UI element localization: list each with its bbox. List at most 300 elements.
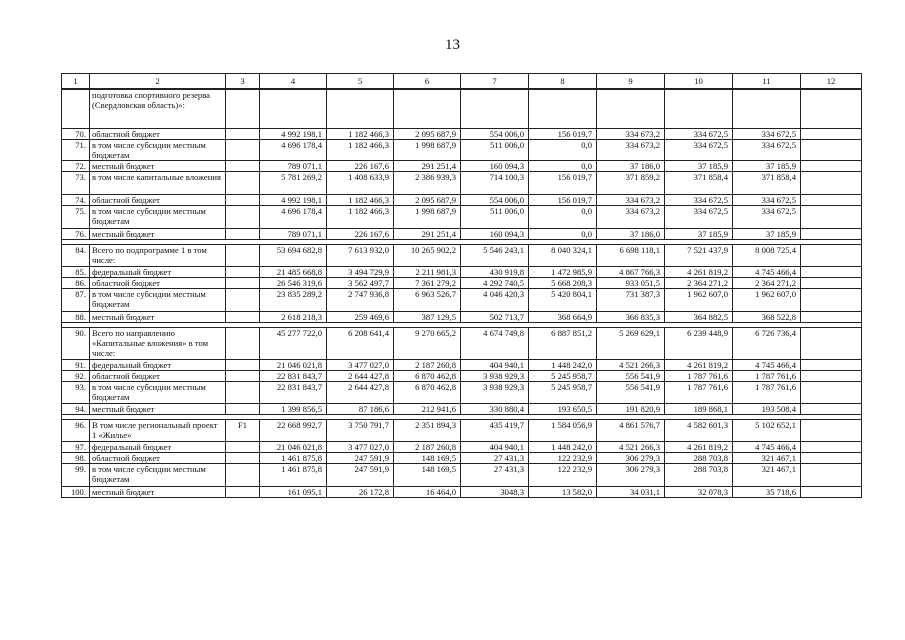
value-cell: 1 584 056,9: [529, 420, 597, 442]
value-cell: 554 006,0: [461, 129, 529, 140]
value-cell: 714 100,3: [461, 172, 529, 195]
value-cell: [597, 90, 665, 129]
value-cell: 87 186,6: [327, 404, 394, 415]
value-cell: 371 858,4: [665, 172, 733, 195]
column-header: 11: [733, 74, 801, 89]
value-cell: 334 672,5: [665, 140, 733, 161]
value-cell: 1 787 761,6: [733, 382, 801, 404]
value-cell: 1 182 466,3: [327, 206, 394, 229]
value-cell: 1 998 687,9: [394, 140, 461, 161]
table-row: [62, 464, 862, 487]
table-row: [62, 289, 862, 312]
value-cell: 321 467,1: [733, 464, 801, 487]
value-cell: 2 644 427,8: [327, 371, 394, 382]
value-cell: 1 461 875,8: [260, 464, 327, 487]
value-cell: 156 019,7: [529, 195, 597, 206]
header-row: [62, 74, 862, 89]
value-cell: 5 546 243,1: [461, 245, 529, 267]
value-cell: 2 644 427,8: [327, 382, 394, 404]
row-label: федеральный бюджет: [90, 267, 226, 278]
value-cell: 371 859,2: [597, 172, 665, 195]
row-label: областной бюджет: [90, 129, 226, 140]
column-header-table: [61, 73, 862, 89]
value-cell-empty: [801, 360, 862, 371]
value-cell: 404 940,1: [461, 360, 529, 371]
value-cell: 5 245 958,7: [529, 371, 597, 382]
value-cell: 32 078,3: [665, 487, 733, 498]
column-header: 3: [226, 74, 260, 89]
value-cell: 26 172,8: [327, 487, 394, 498]
table-row: [62, 161, 862, 172]
row-code: [226, 206, 260, 229]
value-cell: 371 858,4: [733, 172, 801, 195]
value-cell-empty: [801, 161, 862, 172]
value-cell: 430 919,8: [461, 267, 529, 278]
row-code: [226, 328, 260, 360]
table-row: [62, 487, 862, 498]
value-cell: 334 672,5: [733, 129, 801, 140]
row-label: областной бюджет: [90, 195, 226, 206]
value-cell: 37 185,9: [733, 229, 801, 240]
row-label: областной бюджет: [90, 278, 226, 289]
value-cell: 334 672,5: [733, 140, 801, 161]
value-cell: 21 485 668,8: [260, 267, 327, 278]
value-cell: 288 703,8: [665, 464, 733, 487]
value-cell: 2 364 271,2: [733, 278, 801, 289]
value-cell: 122 232,9: [529, 464, 597, 487]
value-cell: 189 868,1: [665, 404, 733, 415]
value-cell-empty: [801, 464, 862, 487]
value-cell: 4 674 749,8: [461, 328, 529, 360]
value-cell: 291 251,4: [394, 161, 461, 172]
table-row: [62, 129, 862, 140]
column-header: 2: [90, 74, 226, 89]
table-row: [62, 371, 862, 382]
value-cell: 4 861 576,7: [597, 420, 665, 442]
value-cell: 4 046 420,3: [461, 289, 529, 312]
value-cell: 789 071,1: [260, 229, 327, 240]
value-cell: 0,0: [529, 140, 597, 161]
value-cell: 160 094,3: [461, 229, 529, 240]
row-number: 96.: [62, 420, 90, 442]
row-code: [226, 360, 260, 371]
value-cell: [529, 90, 597, 129]
value-cell: 37 185,9: [665, 161, 733, 172]
value-cell-empty: [801, 140, 862, 161]
value-cell-empty: [801, 487, 862, 498]
value-cell: 368 522,8: [733, 312, 801, 323]
value-cell: 4 521 266,3: [597, 442, 665, 453]
table-row: [62, 328, 862, 360]
table-block: [61, 327, 862, 415]
value-cell: 27 431,3: [461, 464, 529, 487]
value-cell-empty: [801, 129, 862, 140]
value-cell: 306 279,3: [597, 453, 665, 464]
table-row: [62, 267, 862, 278]
value-cell: 148 169,5: [394, 453, 461, 464]
value-cell: 7 361 279,2: [394, 278, 461, 289]
value-cell: [394, 90, 461, 129]
row-label: подготовка спортивного резерва (Свердловская область)»:: [90, 90, 226, 129]
table-block: [61, 89, 862, 240]
value-cell: 2 747 936,8: [327, 289, 394, 312]
value-cell-empty: [801, 404, 862, 415]
value-cell: 21 046 021,8: [260, 360, 327, 371]
value-cell: 6 870 462,8: [394, 382, 461, 404]
value-cell: 3 494 729,9: [327, 267, 394, 278]
row-code: [226, 453, 260, 464]
value-cell: 4 867 766,3: [597, 267, 665, 278]
value-cell: 291 251,4: [394, 229, 461, 240]
row-label: в том числе субсидии местным бюджетам: [90, 206, 226, 229]
table-row: [62, 245, 862, 267]
column-header: 10: [665, 74, 733, 89]
value-cell-empty: [801, 229, 862, 240]
row-number: 98.: [62, 453, 90, 464]
value-cell: 364 882,5: [665, 312, 733, 323]
row-number: 94.: [62, 404, 90, 415]
row-number: 76.: [62, 229, 90, 240]
table-row: [62, 442, 862, 453]
value-cell: 4 261 819,2: [665, 267, 733, 278]
row-label: местный бюджет: [90, 404, 226, 415]
value-cell-empty: [801, 453, 862, 464]
value-cell: 148 169,5: [394, 464, 461, 487]
value-cell: 2 211 981,3: [394, 267, 461, 278]
value-cell: 1 962 607,0: [665, 289, 733, 312]
row-code: [226, 195, 260, 206]
table-row: [62, 172, 862, 195]
row-label: в том числе субсидии местным бюджетам: [90, 382, 226, 404]
row-number: 74.: [62, 195, 90, 206]
row-label: областной бюджет: [90, 453, 226, 464]
row-code: [226, 245, 260, 267]
table-row: [62, 90, 862, 129]
row-number: 70.: [62, 129, 90, 140]
column-header: 6: [394, 74, 461, 89]
row-code: [226, 278, 260, 289]
value-cell: 7 613 932,0: [327, 245, 394, 267]
row-number: 75.: [62, 206, 90, 229]
row-label: Всего по подпрограмме 1 в том числе:: [90, 245, 226, 267]
value-cell-empty: [801, 328, 862, 360]
row-number: 72.: [62, 161, 90, 172]
row-number: 73.: [62, 172, 90, 195]
value-cell: 334 672,5: [665, 195, 733, 206]
value-cell: 1 182 466,3: [327, 195, 394, 206]
value-cell-empty: [801, 371, 862, 382]
value-cell-empty: [801, 267, 862, 278]
value-cell: 22 831 843,7: [260, 382, 327, 404]
table-row: [62, 404, 862, 415]
value-cell: 502 713,7: [461, 312, 529, 323]
value-cell: 26 546 319,6: [260, 278, 327, 289]
value-cell: 3 750 791,7: [327, 420, 394, 442]
value-cell: 8 040 324,1: [529, 245, 597, 267]
value-cell: 37 186,0: [597, 161, 665, 172]
value-cell: [260, 90, 327, 129]
value-cell: 1 787 761,6: [665, 371, 733, 382]
value-cell: 3048,3: [461, 487, 529, 498]
row-code: [226, 487, 260, 498]
value-cell: 0,0: [529, 161, 597, 172]
value-cell: 1 472 985,9: [529, 267, 597, 278]
value-cell: 5 245 958,7: [529, 382, 597, 404]
value-cell: 8 008 725,4: [733, 245, 801, 267]
row-code: [226, 442, 260, 453]
value-cell: 556 541,9: [597, 382, 665, 404]
value-cell: 6 726 736,4: [733, 328, 801, 360]
row-number: 99.: [62, 464, 90, 487]
value-cell: [461, 90, 529, 129]
value-cell: 2 351 894,3: [394, 420, 461, 442]
value-cell: 334 673,2: [597, 195, 665, 206]
row-label: в том числе субсидии местным бюджетам: [90, 289, 226, 312]
row-code: [226, 312, 260, 323]
value-cell: 404 940,1: [461, 442, 529, 453]
value-cell: 7 521 437,9: [665, 245, 733, 267]
row-code: [226, 371, 260, 382]
table-row: [62, 382, 862, 404]
value-cell: 160 094,3: [461, 161, 529, 172]
value-cell: 366 835,3: [597, 312, 665, 323]
row-code: [226, 464, 260, 487]
value-cell: 387 129,5: [394, 312, 461, 323]
value-cell: 1 448 242,0: [529, 442, 597, 453]
row-number: 71.: [62, 140, 90, 161]
value-cell: 306 279,3: [597, 464, 665, 487]
row-label: В том числе региональный проект 1 «Жилье»: [90, 420, 226, 442]
value-cell: 4 745 466,4: [733, 442, 801, 453]
value-cell: 511 006,0: [461, 206, 529, 229]
value-cell: 288 703,8: [665, 453, 733, 464]
row-number: 84.: [62, 245, 90, 267]
value-cell: 334 672,5: [733, 195, 801, 206]
row-number: [62, 90, 90, 129]
value-cell: 247 591,9: [327, 464, 394, 487]
value-cell: 0,0: [529, 206, 597, 229]
value-cell: 1 461 875,8: [260, 453, 327, 464]
value-cell: 3 477 027,0: [327, 442, 394, 453]
value-cell: 6 208 641,4: [327, 328, 394, 360]
value-cell: [327, 90, 394, 129]
value-cell: 9 270 665,2: [394, 328, 461, 360]
value-cell: 1 787 761,6: [665, 382, 733, 404]
value-cell: 334 672,5: [665, 129, 733, 140]
value-cell-empty: [801, 312, 862, 323]
value-cell-empty: [801, 90, 862, 129]
value-cell-empty: [801, 442, 862, 453]
value-cell: 2 187 260,8: [394, 360, 461, 371]
value-cell: 731 387,3: [597, 289, 665, 312]
value-cell: 2 364 271,2: [665, 278, 733, 289]
table-row: [62, 195, 862, 206]
value-cell: 4 745 466,4: [733, 267, 801, 278]
row-code: [226, 289, 260, 312]
row-label: в том числе капитальные вложения: [90, 172, 226, 195]
value-cell-empty: [801, 206, 862, 229]
value-cell: 334 673,2: [597, 140, 665, 161]
value-cell: 5 420 804,1: [529, 289, 597, 312]
value-cell: 3 938 929,3: [461, 382, 529, 404]
value-cell: 226 167,6: [327, 161, 394, 172]
value-cell-empty: [801, 172, 862, 195]
row-label: местный бюджет: [90, 487, 226, 498]
value-cell: 330 880,4: [461, 404, 529, 415]
value-cell: 212 941,6: [394, 404, 461, 415]
row-code: [226, 140, 260, 161]
value-cell: 35 718,6: [733, 487, 801, 498]
value-cell: 6 887 851,2: [529, 328, 597, 360]
row-label: Всего по направлению «Капитальные вложения» в том числе:: [90, 328, 226, 360]
value-cell: 21 046 021,8: [260, 442, 327, 453]
row-code: [226, 90, 260, 129]
row-number: 86.: [62, 278, 90, 289]
row-label: местный бюджет: [90, 161, 226, 172]
table-row: [62, 229, 862, 240]
page-number: 13: [445, 37, 460, 53]
row-number: 100.: [62, 487, 90, 498]
value-cell: 1 408 633,9: [327, 172, 394, 195]
value-cell: 3 938 929,3: [461, 371, 529, 382]
table-block: [61, 419, 862, 498]
value-cell: 334 673,2: [597, 206, 665, 229]
value-cell: 23 835 289,2: [260, 289, 327, 312]
value-cell-empty: [801, 278, 862, 289]
value-cell: 53 694 682,8: [260, 245, 327, 267]
value-cell: 259 469,6: [327, 312, 394, 323]
value-cell-empty: [801, 289, 862, 312]
value-cell: 247 591,9: [327, 453, 394, 464]
value-cell: 1 182 466,3: [327, 140, 394, 161]
value-cell: 4 521 266,3: [597, 360, 665, 371]
table-block: [61, 244, 862, 323]
row-label: федеральный бюджет: [90, 442, 226, 453]
value-cell: 5 269 629,1: [597, 328, 665, 360]
value-cell: 2 386 939,3: [394, 172, 461, 195]
column-header: 9: [597, 74, 665, 89]
value-cell: 122 232,9: [529, 453, 597, 464]
value-cell: 5 102 652,1: [733, 420, 801, 442]
value-cell: 22 668 992,7: [260, 420, 327, 442]
value-cell: 2 095 687,9: [394, 195, 461, 206]
column-header: 4: [260, 74, 327, 89]
value-cell: 4 992 198,1: [260, 129, 327, 140]
row-label: местный бюджет: [90, 312, 226, 323]
row-code: [226, 229, 260, 240]
value-cell: 6 870 462,8: [394, 371, 461, 382]
value-cell: 1 399 856,5: [260, 404, 327, 415]
column-header: 8: [529, 74, 597, 89]
value-cell-empty: [801, 420, 862, 442]
value-cell: 789 071,1: [260, 161, 327, 172]
table-row: [62, 453, 862, 464]
value-cell: 10 265 902,2: [394, 245, 461, 267]
value-cell-empty: [801, 195, 862, 206]
value-cell: 5 668 208,3: [529, 278, 597, 289]
value-cell: 2 095 687,9: [394, 129, 461, 140]
value-cell: 554 006,0: [461, 195, 529, 206]
column-header: 5: [327, 74, 394, 89]
row-number: 93.: [62, 382, 90, 404]
column-header: 7: [461, 74, 529, 89]
value-cell: 22 831 843,7: [260, 371, 327, 382]
value-cell-empty: [801, 382, 862, 404]
value-cell: 226 167,6: [327, 229, 394, 240]
value-cell: 156 019,7: [529, 129, 597, 140]
value-cell: 37 186,0: [597, 229, 665, 240]
table-row: [62, 206, 862, 229]
value-cell: 0,0: [529, 229, 597, 240]
value-cell: 1 182 466,3: [327, 129, 394, 140]
table-row: [62, 140, 862, 161]
value-cell: 37 185,9: [665, 229, 733, 240]
value-cell: 4 745 466,4: [733, 360, 801, 371]
value-cell: 5 781 269,2: [260, 172, 327, 195]
value-cell: 511 006,0: [461, 140, 529, 161]
value-cell: 1 962 607,0: [733, 289, 801, 312]
row-code: [226, 382, 260, 404]
value-cell: 4 261 819,2: [665, 360, 733, 371]
value-cell: 3 562 497,7: [327, 278, 394, 289]
row-code: [226, 404, 260, 415]
table-row: [62, 278, 862, 289]
row-number: 97.: [62, 442, 90, 453]
value-cell: 4 261 819,2: [665, 442, 733, 453]
table-row: [62, 420, 862, 442]
row-label: областной бюджет: [90, 371, 226, 382]
value-cell: 45 277 722,0: [260, 328, 327, 360]
value-cell: 6 239 448,9: [665, 328, 733, 360]
value-cell: 4 696 178,4: [260, 140, 327, 161]
column-header: 12: [801, 74, 862, 89]
value-cell: 6 698 118,1: [597, 245, 665, 267]
value-cell: 6 963 526,7: [394, 289, 461, 312]
row-number: 92.: [62, 371, 90, 382]
table-row: [62, 312, 862, 323]
value-cell: 161 095,1: [260, 487, 327, 498]
row-code: [226, 129, 260, 140]
row-label: в том числе субсидии местным бюджетам: [90, 464, 226, 487]
value-cell: 334 672,5: [665, 206, 733, 229]
row-label: местный бюджет: [90, 229, 226, 240]
value-cell: 2 618 218,3: [260, 312, 327, 323]
value-cell: 334 673,2: [597, 129, 665, 140]
value-cell: 435 419,7: [461, 420, 529, 442]
value-cell: 191 820,9: [597, 404, 665, 415]
value-cell: [665, 90, 733, 129]
value-cell: 933 051,5: [597, 278, 665, 289]
row-number: 85.: [62, 267, 90, 278]
value-cell: 368 664,9: [529, 312, 597, 323]
value-cell-empty: [801, 245, 862, 267]
row-code: [226, 161, 260, 172]
row-number: 90.: [62, 328, 90, 360]
table-row: [62, 360, 862, 371]
value-cell: 1 448 242,0: [529, 360, 597, 371]
value-cell: 4 292 740,5: [461, 278, 529, 289]
value-cell: 321 467,1: [733, 453, 801, 464]
value-cell: 1 787 761,6: [733, 371, 801, 382]
row-label: федеральный бюджет: [90, 360, 226, 371]
value-cell: 1 998 687,9: [394, 206, 461, 229]
value-cell: 4 696 178,4: [260, 206, 327, 229]
value-cell: 16 464,0: [394, 487, 461, 498]
column-header: 1: [62, 74, 90, 89]
value-cell: 156 019,7: [529, 172, 597, 195]
value-cell: 556 541,9: [597, 371, 665, 382]
row-code: [226, 267, 260, 278]
